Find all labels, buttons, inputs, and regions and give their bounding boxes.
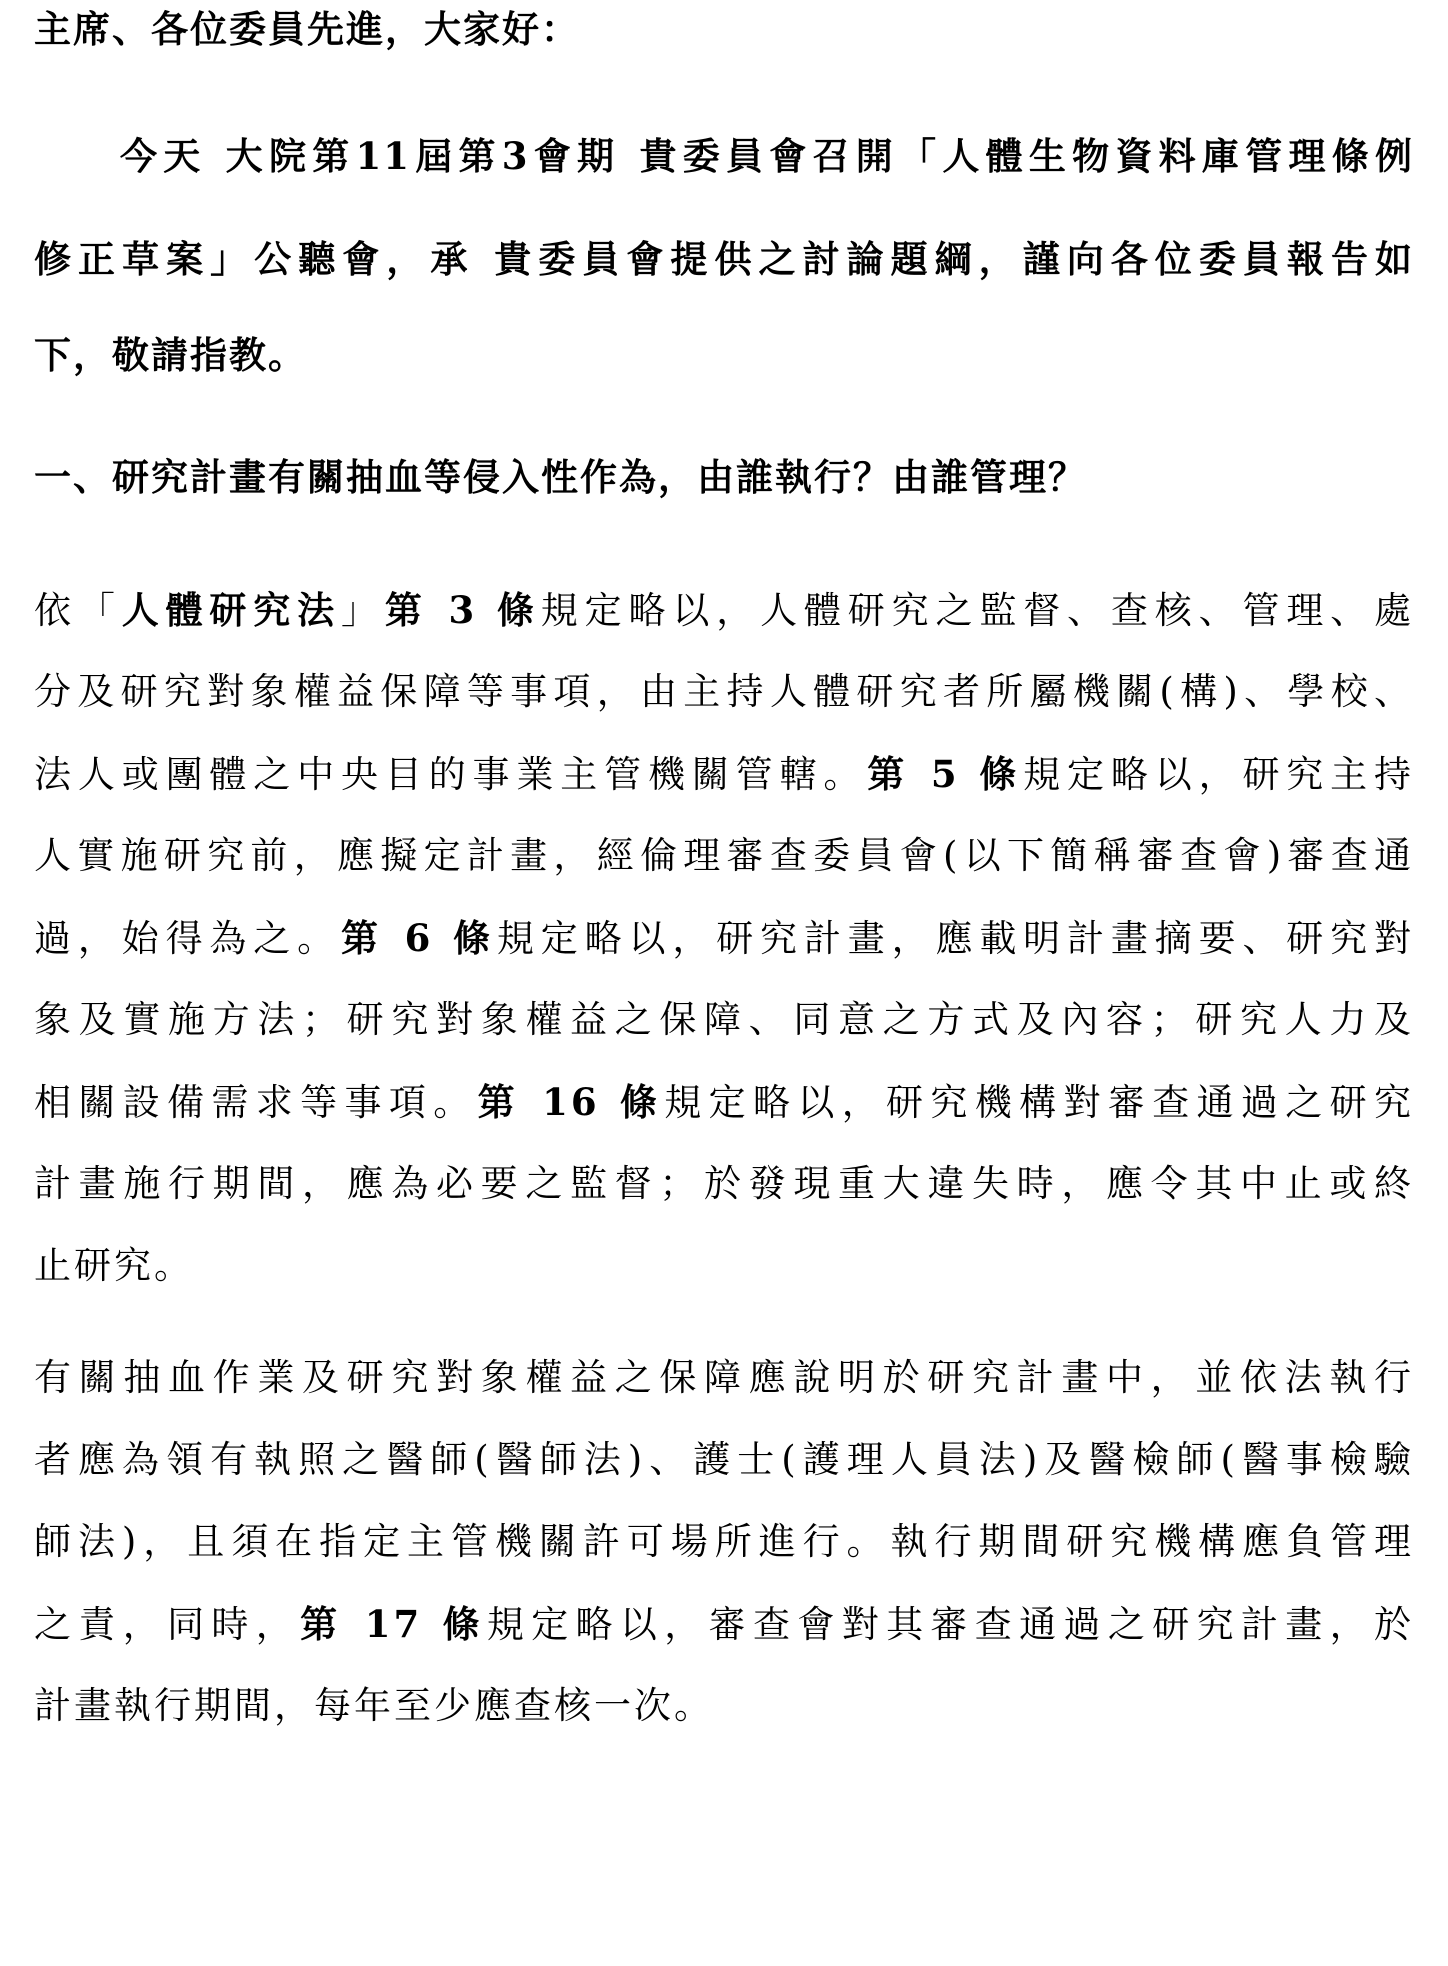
article-ref: 第 16 條 bbox=[477, 1080, 665, 1124]
section-1-heading: 一、研究計畫有關抽血等侵入性作為，由誰執行？由誰管理？ bbox=[34, 455, 1087, 499]
article-ref: 第 17 條 bbox=[300, 1602, 487, 1646]
para1-text: 法人或團體之中央目的事業主管機關管轄。 bbox=[34, 753, 868, 796]
para2-line-3: 師法)，且須在指定主管機關許可場所進行。執行期間研究機構應負管理 bbox=[34, 1520, 1414, 1563]
para1-line-8: 計畫施行期間，應為必要之監督；於發現重大違失時，應令其中止或終 bbox=[34, 1162, 1414, 1205]
para2-line-4 bbox=[34, 1599, 1414, 1650]
para2-text: 之責，同時， bbox=[34, 1603, 301, 1646]
article-ref: 第 5 條 bbox=[867, 752, 1024, 796]
law-name: 人體研究法 bbox=[121, 588, 341, 632]
greeting: 主席、各位委員先進，大家好： bbox=[34, 7, 580, 51]
para1-text: 相關設備需求等事項。 bbox=[34, 1081, 478, 1124]
para1-line-5 bbox=[34, 913, 1414, 964]
para1-line-3 bbox=[34, 749, 1414, 800]
intro-line-1: 今天 大院第11屆第3會期 貴委員會召開「人體生物資料庫管理條例 bbox=[120, 134, 1414, 178]
article-ref: 第 6 條 bbox=[340, 916, 497, 960]
para1-text: 規定略以，研究主持 bbox=[1023, 753, 1414, 796]
para1-text: 」 bbox=[341, 589, 385, 632]
para1-text: 依「 bbox=[34, 589, 122, 632]
para1-line-1 bbox=[34, 585, 1414, 636]
para1-line-4: 人實施研究前，應擬定計畫，經倫理審查委員會(以下簡稱審查會)審查通 bbox=[34, 834, 1414, 877]
intro-line-2: 修正草案」公聽會，承 貴委員會提供之討論題綱，謹向各位委員報告如 bbox=[34, 237, 1414, 281]
para1-text: 規定略以，人體研究之監督、查核、管理、處 bbox=[540, 589, 1414, 632]
para1-text: 過，始得為之。 bbox=[34, 917, 341, 960]
para1-line-2: 分及研究對象權益保障等事項，由主持人體研究者所屬機關(構)、學校、 bbox=[34, 670, 1414, 713]
para1-line-6: 象及實施方法；研究對象權益之保障、同意之方式及內容；研究人力及 bbox=[34, 998, 1414, 1041]
article-ref: 第 3 條 bbox=[384, 588, 541, 632]
intro-line-3: 下，敬請指教。 bbox=[34, 333, 307, 377]
para2-line-5: 計畫執行期間，每年至少應查核一次。 bbox=[34, 1684, 714, 1727]
para1-text: 規定略以，研究機構對審查通過之研究 bbox=[664, 1081, 1414, 1124]
para1-line-7 bbox=[34, 1077, 1414, 1128]
para2-line-2: 者應為領有執照之醫師(醫師法)、護士(護理人員法)及醫檢師(醫事檢驗 bbox=[34, 1438, 1414, 1481]
para2-line-1: 有關抽血作業及研究對象權益之保障應說明於研究計畫中，並依法執行 bbox=[34, 1356, 1414, 1399]
para2-text: 規定略以，審查會對其審查通過之研究計畫，於 bbox=[486, 1603, 1414, 1646]
para1-line-9: 止研究。 bbox=[34, 1244, 194, 1287]
para1-text: 規定略以，研究計畫，應載明計畫摘要、研究對 bbox=[496, 917, 1414, 960]
